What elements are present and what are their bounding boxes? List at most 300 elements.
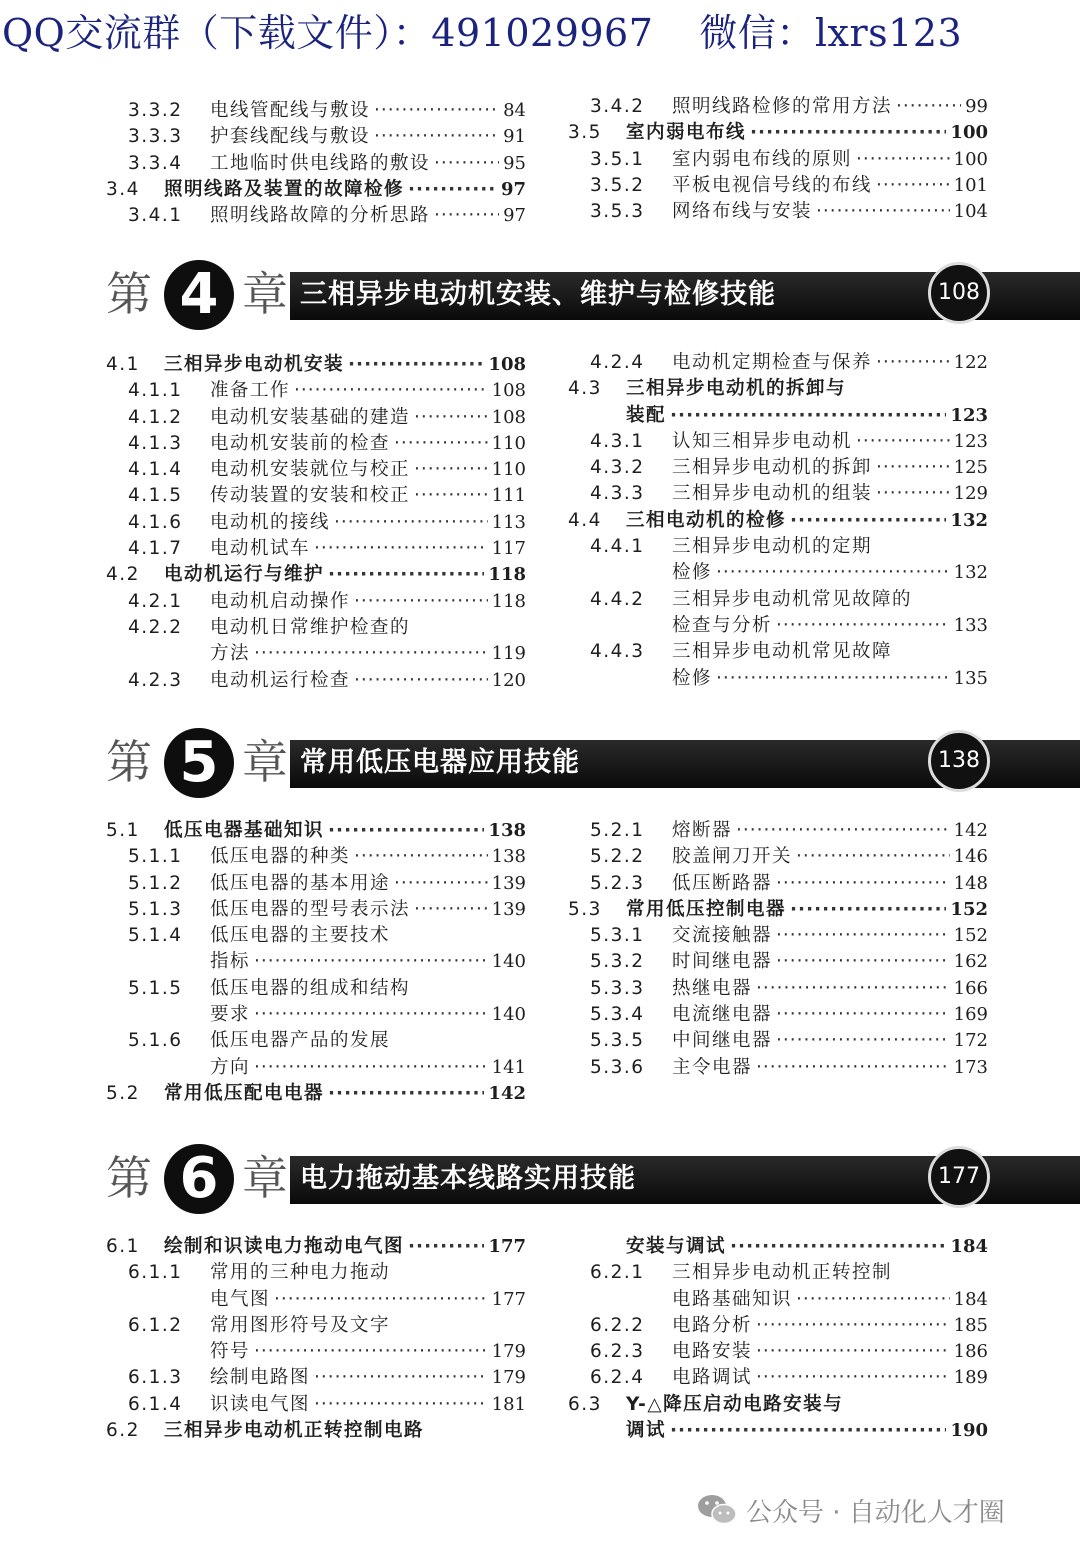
chapter-di-char: 第 xyxy=(106,1151,152,1205)
toc-entry-title: 护套线配线与敷设 xyxy=(210,126,371,148)
toc-entry-number: 3.5.1 xyxy=(590,148,645,170)
toc-entry-page: 108 xyxy=(488,354,526,375)
toc-entry-title-line xyxy=(672,1287,988,1313)
toc-entry-number: 3.5.3 xyxy=(590,201,645,223)
toc-entry-title-line xyxy=(210,668,526,694)
toc-entry-title: 认知三相异步电动机 xyxy=(672,430,853,452)
toc-entry-number: 4.2.4 xyxy=(590,352,645,373)
toc-entry-title-line xyxy=(672,534,988,560)
chapter-di-char: 第 xyxy=(106,735,152,789)
toc-leader-dots xyxy=(394,431,488,457)
chapter-number-badge: 4 xyxy=(164,260,234,330)
toc-entry-title-line xyxy=(672,976,988,1002)
toc-entry-number: 5.1.6 xyxy=(128,1030,183,1052)
toc-entry-title: 低压电器的主要技术 xyxy=(210,925,391,947)
toc-entry-page: 172 xyxy=(953,1030,988,1052)
toc-entry-title: 中间继电器 xyxy=(672,1030,773,1052)
toc-entry-title-line xyxy=(672,94,988,120)
toc-entry-title-line xyxy=(210,203,526,229)
toc-leader-dots xyxy=(414,457,488,483)
toc-entry-title-line xyxy=(210,923,526,949)
toc-leader-dots xyxy=(756,976,950,1002)
toc-entry-number: 4.4 xyxy=(568,509,602,531)
toc-leader-dots xyxy=(408,1234,484,1260)
toc-entry-title: 室内弱电布线 xyxy=(626,122,747,144)
toc-leader-dots xyxy=(670,403,946,429)
toc-entry-title-line xyxy=(626,1234,988,1260)
toc-entry-number: 3.5.2 xyxy=(590,174,645,196)
toc-leader-dots xyxy=(876,455,950,481)
toc-entry-title: 电路安装 xyxy=(672,1341,753,1363)
toc-entry-number: 3.3.4 xyxy=(128,152,183,174)
toc-entry-title: 交流接触器 xyxy=(672,925,773,947)
toc-entry-page: 123 xyxy=(950,404,988,426)
toc-leader-dots xyxy=(776,949,950,975)
toc-entry-title-line xyxy=(210,510,526,536)
chapter-title: 电力拖动基本线路实用技能 xyxy=(300,1163,636,1194)
toc-entry-title-line xyxy=(672,147,988,173)
toc-entry-page: 132 xyxy=(953,562,988,584)
toc-entry-page: 138 xyxy=(488,820,526,841)
toc-entry-title: 低压电器基础知识 xyxy=(164,820,325,841)
toc-leader-dots xyxy=(750,120,946,146)
chapter-header xyxy=(0,726,1080,798)
toc-entry-title-line xyxy=(210,431,526,457)
toc-leader-dots xyxy=(876,481,950,507)
toc-entry-title-line xyxy=(672,560,988,586)
toc-entry-title: 要求 xyxy=(210,1004,251,1026)
toc-leader-dots xyxy=(374,124,499,150)
toc-entry-title: 绘制电路图 xyxy=(210,1367,311,1389)
toc-entry-number: 6.1 xyxy=(106,1236,140,1257)
toc-entry-title: 电路调试 xyxy=(672,1367,753,1389)
toc-entry-title: 电动机运行与维护 xyxy=(164,564,325,586)
toc-entry-page: 123 xyxy=(953,430,988,452)
toc-entry-page: 173 xyxy=(953,1056,988,1078)
toc-leader-dots xyxy=(730,1234,946,1260)
toc-entry-title-line xyxy=(210,405,526,431)
toc-entry-title: 三相异步电动机安装 xyxy=(164,354,345,375)
toc-entry-number: 5.3.5 xyxy=(590,1030,645,1052)
toc-entry-page: 162 xyxy=(953,951,988,973)
toc-entry-page: 133 xyxy=(953,614,988,636)
chapter-page-badge: 138 xyxy=(928,730,990,792)
toc-entry-number: 6.1.2 xyxy=(128,1314,183,1336)
toc-entry-title: 电动机启动操作 xyxy=(210,590,351,612)
toc-entry-title-line xyxy=(164,818,526,844)
toc-leader-dots xyxy=(328,1081,484,1107)
toc-entry-page: 135 xyxy=(953,667,988,689)
toc-entry-title: 检修 xyxy=(672,562,713,584)
toc-entry-title: 低压电器的型号表示法 xyxy=(210,898,411,920)
watermark-text: 公众号 · 自动化人才圈 xyxy=(746,1497,1005,1528)
toc-entry-title: 三相电动机的检修 xyxy=(626,509,787,531)
toc-leader-dots xyxy=(328,818,484,844)
toc-entry-number: 5.3.2 xyxy=(590,951,645,973)
toc-entry-title-line xyxy=(164,562,526,588)
toc-leader-dots xyxy=(776,1002,950,1028)
toc-entry-title-line xyxy=(672,350,988,376)
toc-entry-page: 139 xyxy=(491,872,526,894)
toc-entry-title: 识读电气图 xyxy=(210,1393,311,1415)
toc-entry-title-line xyxy=(672,613,988,639)
toc-entry-page: 113 xyxy=(491,511,526,533)
toc-entry-page: 177 xyxy=(488,1236,526,1257)
toc-entry-page: 122 xyxy=(953,352,988,373)
toc-leader-dots xyxy=(670,1418,946,1444)
toc-leader-dots xyxy=(408,177,497,203)
toc-leader-dots xyxy=(756,1313,950,1339)
contact-banner xyxy=(2,4,1080,62)
chapter-zhang-char: 章 xyxy=(242,735,288,789)
toc-entry-number: 3.3.2 xyxy=(128,100,183,121)
toc-entry-page: 177 xyxy=(491,1288,526,1310)
toc-entry-title: 热继电器 xyxy=(672,977,753,999)
toc-entry-title-line xyxy=(164,352,526,378)
toc-entry-title: 低压电器的种类 xyxy=(210,846,351,868)
toc-leader-dots xyxy=(414,897,488,923)
chapter-header xyxy=(0,1142,1080,1214)
toc-entry-title-line xyxy=(210,897,526,923)
toc-entry-title: 电动机安装基础的建造 xyxy=(210,406,411,428)
toc-entry-number: 4.1.5 xyxy=(128,485,183,507)
toc-entry-title-line xyxy=(210,1392,526,1418)
toc-entry-title: 平板电视信号线的布线 xyxy=(672,174,873,196)
toc-entry-title: 安装与调试 xyxy=(626,1236,727,1257)
toc-entry-page: 129 xyxy=(953,483,988,505)
chapter-header xyxy=(0,258,1080,330)
toc-entry-title-line xyxy=(626,1392,988,1418)
toc-entry-title-line xyxy=(210,844,526,870)
toc-entry-page: 110 xyxy=(491,459,526,481)
toc-entry-title: 熔断器 xyxy=(672,820,733,841)
toc-leader-dots xyxy=(348,352,484,378)
toc-entry-number: 4.4.2 xyxy=(590,588,645,610)
toc-leader-dots xyxy=(354,844,488,870)
toc-leader-dots xyxy=(314,1365,488,1391)
toc-entry-title-line xyxy=(626,120,988,146)
toc-entry-title-line xyxy=(672,666,988,692)
toc-entry-title-line xyxy=(626,508,988,534)
toc-leader-dots xyxy=(254,641,488,667)
toc-entry-title-line xyxy=(626,376,988,402)
toc-leader-dots xyxy=(314,536,488,562)
toc-entry-title: 三相异步电动机的组装 xyxy=(672,483,873,505)
toc-entry-page: 97 xyxy=(503,205,526,227)
toc-entry-number: 4.1.2 xyxy=(128,406,183,428)
toc-leader-dots xyxy=(776,871,950,897)
toc-entry-title: 常用图形符号及文字 xyxy=(210,1314,391,1336)
toc-entry-page: 184 xyxy=(950,1236,988,1257)
chapter-number-badge: 6 xyxy=(164,1144,234,1214)
toc-entry-title-line xyxy=(164,1418,526,1444)
toc-entry-page: 118 xyxy=(491,590,526,612)
toc-entry-title: 准备工作 xyxy=(210,380,291,402)
toc-leader-dots xyxy=(856,429,950,455)
toc-entry-page: 140 xyxy=(491,951,526,973)
toc-entry-number: 5.1.5 xyxy=(128,977,183,999)
toc-leader-dots xyxy=(374,98,499,124)
toc-entry-page: 91 xyxy=(503,126,526,148)
toc-entry-page: 179 xyxy=(491,1341,526,1363)
toc-entry-page: 186 xyxy=(953,1341,988,1363)
toc-entry-title: 低压电器的基本用途 xyxy=(210,872,391,894)
toc-entry-number: 5.1 xyxy=(106,820,140,841)
toc-entry-page: 100 xyxy=(953,148,988,170)
toc-entry-title-line xyxy=(672,844,988,870)
toc-leader-dots xyxy=(254,1002,488,1028)
toc-entry-number: 4.4.3 xyxy=(590,641,645,663)
toc-leader-dots xyxy=(896,94,961,120)
toc-entry-title: 电动机安装前的检查 xyxy=(210,432,391,454)
toc-entry-title-line xyxy=(672,587,988,613)
toc-entry-title-line xyxy=(672,1055,988,1081)
toc-entry-title: 室内弱电布线的原则 xyxy=(672,148,853,170)
toc-entry-title: 电动机试车 xyxy=(210,538,311,560)
toc-entry-title: 电动机日常维护检查的 xyxy=(210,616,411,638)
toc-entry-title: 主令电器 xyxy=(672,1056,753,1078)
toc-entry-number: 4.3.2 xyxy=(590,457,645,479)
toc-entry-title: 常用的三种电力拖动 xyxy=(210,1262,391,1284)
toc-entry-number: 5.2.2 xyxy=(590,846,645,868)
toc-entry-number: 5.1.3 xyxy=(128,898,183,920)
toc-entry-title: 指标 xyxy=(210,951,251,973)
toc-entry-title: 网络布线与安装 xyxy=(672,201,813,223)
toc-entry-title-line xyxy=(210,1365,526,1391)
toc-entry-title-line xyxy=(210,615,526,641)
toc-entry-title-line xyxy=(672,1002,988,1028)
toc-entry-number: 3.3.3 xyxy=(128,126,183,148)
toc-leader-dots xyxy=(876,173,950,199)
toc-entry-title-line xyxy=(210,98,526,124)
toc-entry-title-line xyxy=(672,639,988,665)
toc-entry-page: 111 xyxy=(491,485,526,507)
toc-leader-dots xyxy=(254,949,488,975)
toc-entry-title-line xyxy=(672,1365,988,1391)
qq-group-text: QQ交流群（下载文件）：491029967 xyxy=(2,11,654,55)
toc-entry-page: 142 xyxy=(953,820,988,841)
toc-entry-title-line xyxy=(672,1313,988,1339)
toc-entry-title-line xyxy=(210,641,526,667)
toc-entry-number: 4.2.1 xyxy=(128,590,183,612)
toc-entry-title-line xyxy=(672,1260,988,1286)
toc-entry-number: 4.1.7 xyxy=(128,538,183,560)
toc-entry-title-line xyxy=(672,199,988,225)
toc-entry-page: 84 xyxy=(503,100,526,121)
toc-entry-page: 120 xyxy=(491,669,526,691)
toc-entry-title-line xyxy=(210,871,526,897)
toc-entry-title: 符号 xyxy=(210,1341,251,1363)
toc-entry-number: 4.1.4 xyxy=(128,459,183,481)
toc-entry-title-line xyxy=(210,457,526,483)
toc-entry-page: 117 xyxy=(491,538,526,560)
toc-leader-dots xyxy=(776,613,950,639)
toc-entry-title-line xyxy=(672,818,988,844)
toc-entry-number: 4.3.1 xyxy=(590,430,645,452)
toc-entry-title: 电路基础知识 xyxy=(672,1288,793,1310)
toc-leader-dots xyxy=(294,378,488,404)
chapter-di-char: 第 xyxy=(106,267,152,321)
toc-leader-dots xyxy=(790,897,946,923)
toc-entry-title: 工地临时供电线路的敷设 xyxy=(210,152,431,174)
toc-leader-dots xyxy=(790,508,946,534)
toc-entry-title: 胶盖闸刀开关 xyxy=(672,846,793,868)
toc-entry-title-line xyxy=(210,536,526,562)
toc-leader-dots xyxy=(756,1055,950,1081)
toc-entry-title-line xyxy=(672,173,988,199)
toc-leader-dots xyxy=(274,1287,488,1313)
toc-leader-dots xyxy=(776,923,950,949)
toc-entry-page: 97 xyxy=(500,178,526,200)
toc-entry-title-line xyxy=(672,871,988,897)
toc-entry-title-line xyxy=(210,976,526,1002)
toc-entry-title: 低压断路器 xyxy=(672,872,773,894)
chapter-zhang-char: 章 xyxy=(242,1151,288,1205)
toc-entry-number: 3.5 xyxy=(568,122,602,144)
toc-entry-number: 5.2.3 xyxy=(590,872,645,894)
toc-entry-number: 4.3 xyxy=(568,378,602,400)
toc-entry-number: 4.1 xyxy=(106,354,140,375)
toc-entry-page: 181 xyxy=(491,1393,526,1415)
toc-entry-title: 电线管配线与敷设 xyxy=(210,100,371,121)
toc-entry-number: 4.1.3 xyxy=(128,432,183,454)
toc-entry-number: 5.3.1 xyxy=(590,925,645,947)
toc-entry-page: 184 xyxy=(953,1288,988,1310)
toc-entry-title: 照明线路检修的常用方法 xyxy=(672,96,893,117)
toc-entry-number: 5.3.4 xyxy=(590,1004,645,1026)
toc-entry-number: 4.3.3 xyxy=(590,483,645,505)
toc-entry-number: 6.2 xyxy=(106,1420,140,1442)
toc-entry-page: 166 xyxy=(953,977,988,999)
toc-entry-page: 146 xyxy=(953,846,988,868)
toc-leader-dots xyxy=(756,1365,950,1391)
toc-entry-number: 5.1.4 xyxy=(128,925,183,947)
toc-leader-dots xyxy=(716,560,950,586)
toc-entry-title-line xyxy=(672,481,988,507)
toc-entry-title-line xyxy=(164,1081,526,1107)
toc-entry-number: 5.1.1 xyxy=(128,846,183,868)
toc-entry-title: 电动机的接线 xyxy=(210,511,331,533)
toc-entry-title-line xyxy=(672,1028,988,1054)
toc-entry-title-line xyxy=(210,483,526,509)
toc-entry-title-line xyxy=(210,1260,526,1286)
toc-entry-page: 140 xyxy=(491,1004,526,1026)
toc-entry-title-line xyxy=(164,177,526,203)
toc-entry-title: 低压电器的组成和结构 xyxy=(210,977,411,999)
wechat-icon xyxy=(696,1492,738,1528)
wechat-id-text: 微信：lxrs123 xyxy=(699,11,963,55)
toc-entry-title-line xyxy=(626,403,988,429)
toc-entry-title-line xyxy=(672,429,988,455)
toc-entry-number: 5.2 xyxy=(106,1082,140,1104)
toc-entry-title: 绘制和识读电力拖动电气图 xyxy=(164,1236,405,1257)
toc-entry-number: 5.2.1 xyxy=(590,820,645,841)
toc-entry-title: 电气图 xyxy=(210,1288,271,1310)
toc-entry-title-line xyxy=(210,1313,526,1339)
toc-entry-title: 三相异步电动机常见故障的 xyxy=(672,588,913,610)
toc-entry-title-line xyxy=(210,1055,526,1081)
toc-entry-page: 108 xyxy=(491,406,526,428)
toc-leader-dots xyxy=(756,1339,950,1365)
chapter-page-badge: 177 xyxy=(928,1146,990,1208)
toc-leader-dots xyxy=(434,203,499,229)
toc-entry-number: 6.2.3 xyxy=(590,1341,645,1363)
toc-entry-title: 检修 xyxy=(672,667,713,689)
toc-entry-title-line xyxy=(672,949,988,975)
toc-entry-title: 低压电器产品的发展 xyxy=(210,1030,391,1052)
toc-entry-number: 4.2 xyxy=(106,564,140,586)
toc-entry-page: 152 xyxy=(950,898,988,920)
toc-entry-page: 190 xyxy=(950,1420,988,1442)
toc-entry-title-line xyxy=(210,1002,526,1028)
toc-entry-page: 152 xyxy=(953,925,988,947)
chapter-title: 常用低压电器应用技能 xyxy=(300,747,580,778)
toc-entry-title: 三相异步电动机正转控制电路 xyxy=(164,1420,425,1442)
toc-entry-title: 电动机运行检查 xyxy=(210,669,351,691)
toc-entry-title-line xyxy=(210,1287,526,1313)
toc-leader-dots xyxy=(816,199,950,225)
toc-entry-title: 方法 xyxy=(210,643,251,665)
toc-entry-title: 三相异步电动机常见故障 xyxy=(672,641,893,663)
toc-leader-dots xyxy=(354,589,488,615)
toc-entry-number: 6.1.1 xyxy=(128,1262,183,1284)
toc-entry-title: 三相异步电动机的拆卸 xyxy=(672,457,873,479)
toc-leader-dots xyxy=(334,510,488,536)
toc-entry-page: 118 xyxy=(488,564,526,586)
toc-entry-page: 110 xyxy=(491,432,526,454)
toc-entry-number: 4.4.1 xyxy=(590,536,645,558)
chapter-title: 三相异步电动机安装、维护与检修技能 xyxy=(300,279,776,310)
toc-entry-number: 4.1.6 xyxy=(128,511,183,533)
toc-entry-title: 电动机定期检查与保养 xyxy=(672,352,873,373)
toc-entry-page: 141 xyxy=(491,1056,526,1078)
toc-entry-page: 179 xyxy=(491,1367,526,1389)
toc-leader-dots xyxy=(354,668,488,694)
toc-leader-dots xyxy=(796,844,950,870)
toc-entry-title: 传动装置的安装和校正 xyxy=(210,485,411,507)
toc-entry-page: 99 xyxy=(965,96,988,117)
toc-leader-dots xyxy=(328,562,484,588)
toc-entry-number: 5.3.3 xyxy=(590,977,645,999)
toc-entry-title: 照明线路故障的分析思路 xyxy=(210,205,431,227)
toc-leader-dots xyxy=(254,1055,488,1081)
toc-entry-title-line xyxy=(210,151,526,177)
toc-entry-number: 3.4.2 xyxy=(590,96,645,117)
toc-entry-number: 6.1.3 xyxy=(128,1367,183,1389)
toc-entry-page: 108 xyxy=(491,380,526,402)
toc-entry-number: 4.2.3 xyxy=(128,669,183,691)
toc-entry-page: 100 xyxy=(950,122,988,144)
toc-entry-title: 电路分析 xyxy=(672,1314,753,1336)
toc-entry-page: 104 xyxy=(953,201,988,223)
toc-entry-title: 三相异步电动机正转控制 xyxy=(672,1262,893,1284)
toc-entry-title: 电流继电器 xyxy=(672,1004,773,1026)
toc-entry-title: 电动机安装就位与校正 xyxy=(210,459,411,481)
toc-entry-title-line xyxy=(210,124,526,150)
toc-leader-dots xyxy=(394,871,488,897)
toc-entry-title-line xyxy=(626,897,988,923)
toc-entry-title: 装配 xyxy=(626,404,667,426)
toc-entry-title-line xyxy=(164,1234,526,1260)
toc-entry-page: 185 xyxy=(953,1314,988,1336)
toc-entry-title: 常用低压控制电器 xyxy=(626,898,787,920)
toc-entry-number: 6.2.1 xyxy=(590,1262,645,1284)
toc-leader-dots xyxy=(434,151,499,177)
toc-entry-title: 三相异步电动机的定期 xyxy=(672,536,873,558)
toc-entry-title: Y-△降压启动电路安装与 xyxy=(626,1393,844,1415)
toc-leader-dots xyxy=(776,1028,950,1054)
chapter-number-badge: 5 xyxy=(164,728,234,798)
